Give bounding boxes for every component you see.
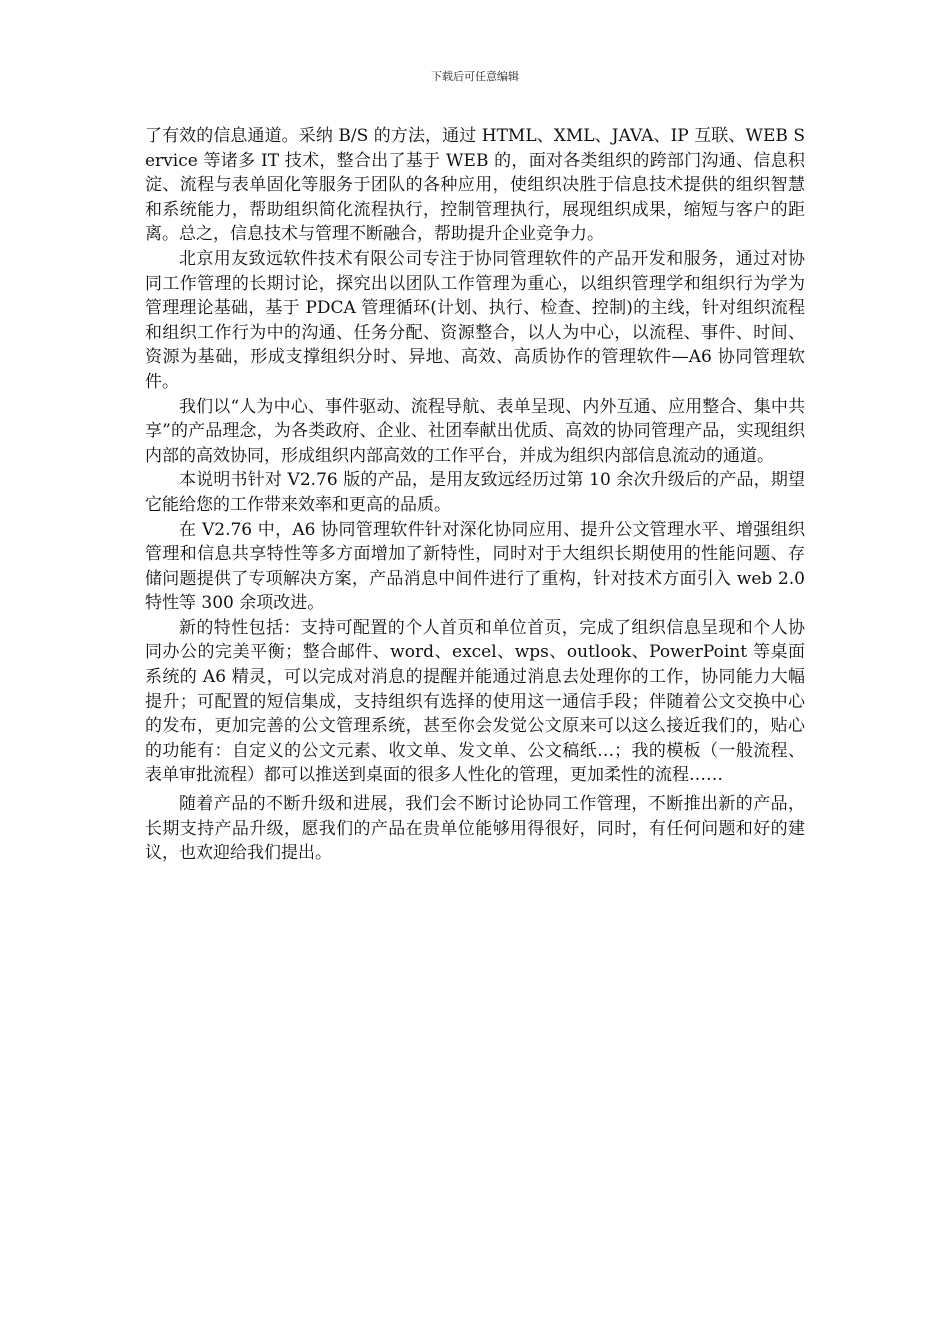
paragraph-4: 本说明书针对 V2.76 版的产品，是用友致远经历过第 10 余次升级后的产品，期望它能给您的工作带来效率和更高的品质。 xyxy=(145,470,805,515)
paragraph-2: 北京用友致远软件技术有限公司专注于协同管理软件的产品开发和服务，通过对协同工作管理的长期讨论，探究出以团队工作管理为重心，以组织管理学和组织行为学为管理理论基础，基于 PDCA 管理循环(计划、执行、检查、控制)的主线，针对组织流程和组织工作行为中的沟通、任务分配、资源整合，以人为中心，以流程、事件、时间、资源为基础，形成支撑组织分时、异地、高效、高质协作的管理软件—A6 协同管理软件。 xyxy=(145,248,805,392)
paragraph-3: 我们以“人为中心、事件驱动、流程导航、表单呈现、内外互通、应用整合、集中共享”的产品理念，为各类政府、企业、社团奉献出优质、高效的协同管理产品，实现组织内部的高效协同，形成组织内部高效的工作平台，并成为组织内部信息流动的通道。 xyxy=(145,396,805,466)
document-body xyxy=(145,124,805,866)
paragraph-7: 随着产品的不断升级和进展，我们会不断讨论协同工作管理，不断推出新的产品，长期支持产品升级，愿我们的产品在贵单位能够用得很好，同时，有任何问题和好的建议，也欢迎给我们提出。 xyxy=(145,794,805,864)
page-header: 下载后可任意编辑 xyxy=(431,70,519,83)
paragraph-1: 了有效的信息通道。采纳 B/S 的方法，通过 HTML、XML、JAVA、IP 互联、WEB Service 等诸多 IT 技术，整合出了基于 WEB 的，面对各类组织的跨部门沟通、信息积淀、流程与表单固化等服务于团队的各种应用，使组织决胜于信息技术提供的组织智慧和系统能力，帮助组织简化流程执行，控制管理执行，展现组织成果，缩短与客户的距离。总之，信息技术与管理不断融合，帮助提升企业竞争力。 xyxy=(145,126,805,245)
paragraph-5: 在 V2.76 中，A6 协同管理软件针对深化协同应用、提升公文管理水平、增强组织管理和信息共享特性等多方面增加了新特性，同时对于大组织长期使用的性能问题、存储问题提供了专项解决方案，产品消息中间件进行了重构，针对技术方面引入 web 2.0 特性等 300 余项改进。 xyxy=(145,519,805,614)
paragraph-6: 新的特性包括：支持可配置的个人首页和单位首页，完成了组织信息呈现和个人协同办公的完美平衡；整合邮件、word、excel、wps、outlook、PowerPoint 等桌面系统的 A6 精灵，可以完成对消息的提醒并能通过消息去处理你的工作，协同能力大幅提升；可配置的短信集成，支持组织有选择的使用这一通信手段；伴随着公文交换中心的发布，更加完善的公文管理系统，甚至你会发觉公文原来可以这么接近我们的，贴心的功能有：自定义的公文元素、收文单、发文单、公文稿纸…；我的模板（一般流程、表单审批流程）都可以推送到桌面的很多人性化的管理，更加柔性的流程…… xyxy=(145,617,805,786)
